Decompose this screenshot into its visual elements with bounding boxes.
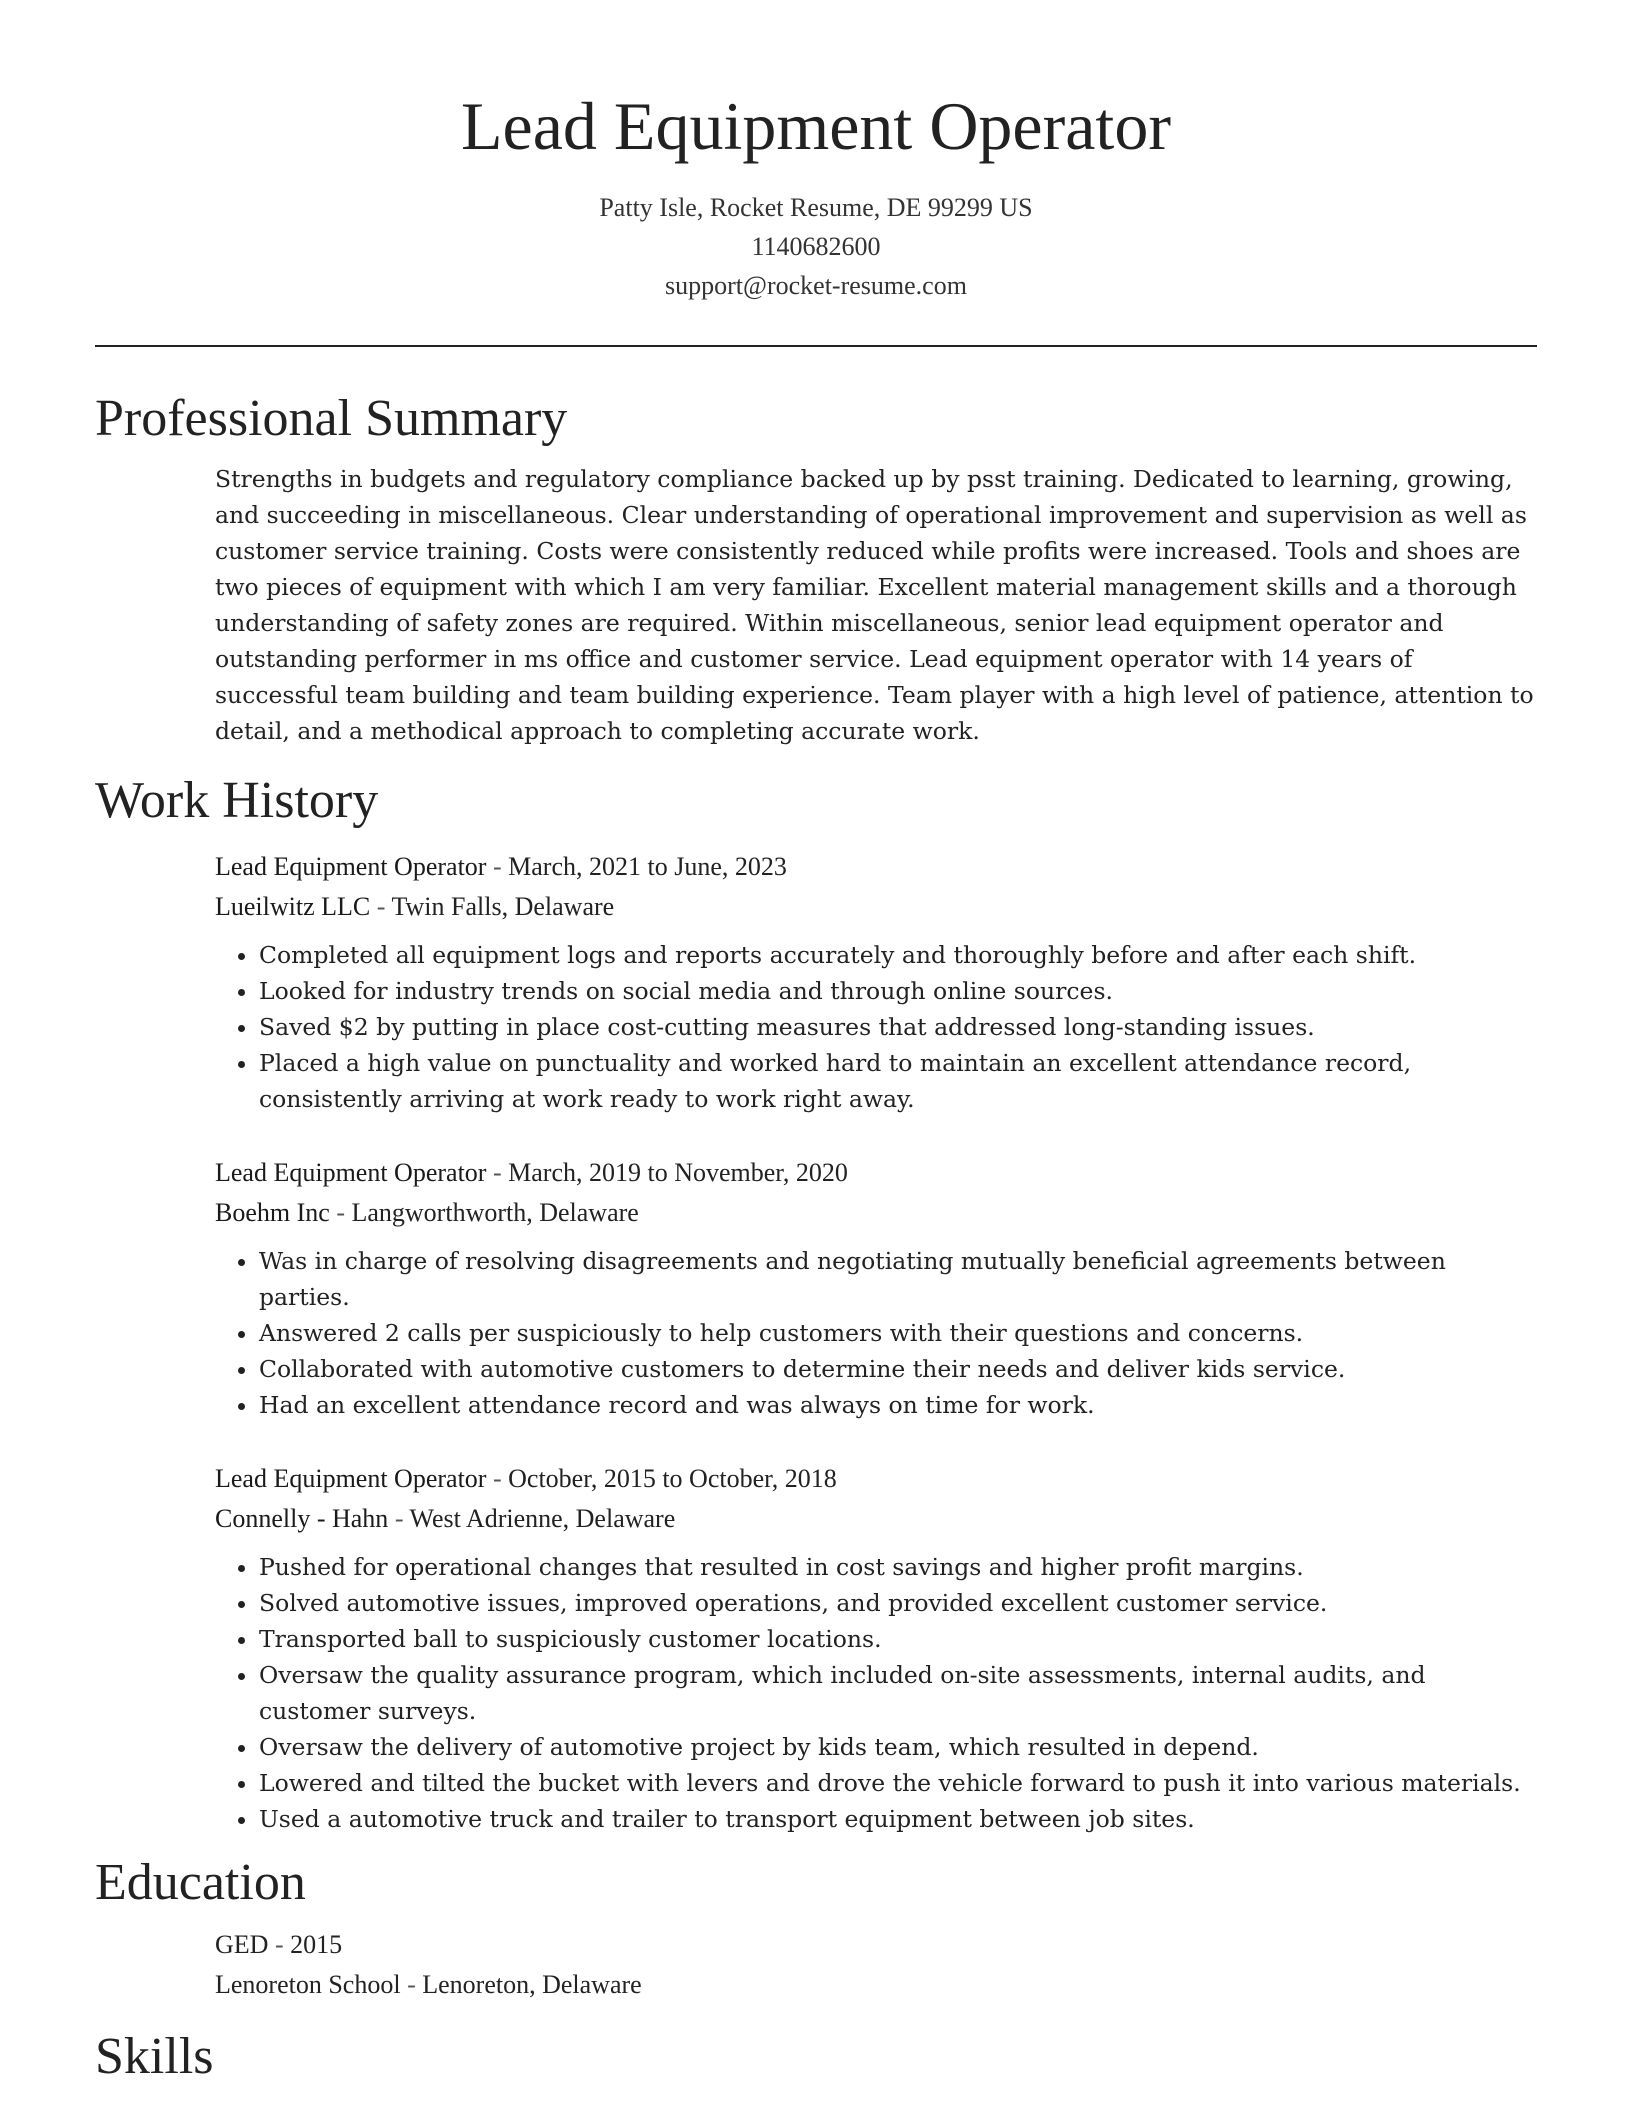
contact-address: Patty Isle, Rocket Resume, DE 99299 US xyxy=(599,193,1033,222)
job-company-line xyxy=(215,1193,1537,1233)
job-company-line xyxy=(215,887,1537,927)
job-bullet: • Lowered and tilted the bucket with levers and drove the vehicle forward to push it into various materials. xyxy=(259,1765,1537,1801)
job-role: Lead Equipment Operator xyxy=(215,1464,487,1493)
job-bullet: • Completed all equipment logs and reports accurately and thoroughly before and after each shift. xyxy=(259,937,1537,973)
job-company: Connelly - Hahn xyxy=(215,1504,389,1533)
job-bullet: • Was in charge of resolving disagreements and negotiating mutually beneficial agreements between parties. xyxy=(259,1243,1537,1315)
job-title-line xyxy=(215,847,1537,887)
job-location: West Adrienne, Delaware xyxy=(409,1504,676,1533)
job-title-line xyxy=(215,1459,1537,1499)
job-dates: March, 2021 to June, 2023 xyxy=(508,852,787,881)
education-school: Lenoreton School xyxy=(215,1970,401,1999)
skills-section xyxy=(0,2025,1632,2089)
job-bullet: • Solved automotive issues, improved operations, and provided excellent customer service. xyxy=(259,1585,1537,1621)
header-divider xyxy=(95,345,1537,347)
education-school-line xyxy=(215,1965,1537,2005)
education-degree: GED xyxy=(215,1930,269,1959)
job-bullet: • Pushed for operational changes that resulted in cost savings and higher profit margins. xyxy=(259,1549,1537,1585)
job-bullet: • Collaborated with automotive customers to determine their needs and deliver kids service. xyxy=(259,1351,1537,1387)
job-location: Twin Falls, Delaware xyxy=(391,892,615,921)
job-dates: October, 2015 to October, 2018 xyxy=(508,1464,837,1493)
job-bullets xyxy=(215,1243,1537,1423)
job-bullet: • Placed a high value on punctuality and worked hard to maintain an excellent attendance record, consistently arriving at work ready to work right away. xyxy=(259,1045,1537,1117)
separator: - xyxy=(486,1464,509,1493)
job-bullet: • Used a automotive truck and trailer to transport equipment between job sites. xyxy=(259,1801,1537,1837)
contact-email: support@rocket-resume.com xyxy=(665,271,967,300)
candidate-title: Lead Equipment Operator xyxy=(461,88,1171,164)
education-degree-line xyxy=(215,1925,1537,1965)
work-history-heading: Work History xyxy=(95,772,379,829)
job-bullet: • Oversaw the delivery of automotive project by kids team, which resulted in depend. xyxy=(259,1729,1537,1765)
summary-heading: Professional Summary xyxy=(95,390,568,447)
summary-text: Strengths in budgets and regulatory compliance backed up by psst training. Dedicated to learning, growing, and succeeding in miscellaneous. Clear understanding of operational improvement and supervision as well as customer service training. Costs were consistently reduced while profits were increased. Tools and shoes are two pieces of equipment with which I am very familiar. Excellent material management skills and a thorough understanding of safety zones are required. Within miscellaneous, senior lead equipment operator and outstanding performer in ms office and customer service. Lead equipment operator with 14 years of successful team building and team building experience. Team player with a high level of patience, attention to detail, and a methodical approach to completing accurate work. xyxy=(215,465,1534,745)
work-history-section xyxy=(0,769,1632,1837)
jobs-list xyxy=(0,847,1632,1837)
job-role: Lead Equipment Operator xyxy=(215,852,487,881)
separator: - xyxy=(486,1158,509,1187)
separator: - xyxy=(268,1930,291,1959)
resume-header xyxy=(0,0,1632,305)
job-bullet: • Transported ball to suspiciously customer locations. xyxy=(259,1621,1537,1657)
contact-info xyxy=(0,188,1632,305)
education-year: 2015 xyxy=(290,1930,343,1959)
job-role: Lead Equipment Operator xyxy=(215,1158,487,1187)
job-bullet: • Saved $2 by putting in place cost-cutting measures that addressed long-standing issues. xyxy=(259,1009,1537,1045)
job-entry xyxy=(215,1459,1537,1837)
job-bullet: • Oversaw the quality assurance program, which included on-site assessments, internal audits, and customer surveys. xyxy=(259,1657,1537,1729)
job-company-line xyxy=(215,1499,1537,1539)
job-bullet: • Looked for industry trends on social media and through online sources. xyxy=(259,973,1537,1009)
contact-phone: 1140682600 xyxy=(751,232,881,261)
separator: - xyxy=(486,852,509,881)
summary-section xyxy=(0,387,1632,749)
education-location: Lenoreton, Delaware xyxy=(422,1970,642,1999)
education-heading: Education xyxy=(95,1854,306,1911)
job-dates: March, 2019 to November, 2020 xyxy=(508,1158,848,1187)
job-bullet: • Answered 2 calls per suspiciously to help customers with their questions and concerns. xyxy=(259,1315,1537,1351)
job-company: Boehm Inc xyxy=(215,1198,330,1227)
job-entry xyxy=(215,1153,1537,1423)
job-entry xyxy=(215,847,1537,1117)
separator: - xyxy=(329,1198,352,1227)
job-bullets xyxy=(215,937,1537,1117)
job-title-line xyxy=(215,1153,1537,1193)
skills-heading: Skills xyxy=(95,2028,214,2085)
job-bullet: • Had an excellent attendance record and was always on time for work. xyxy=(259,1387,1537,1423)
separator: - xyxy=(400,1970,423,1999)
job-bullets xyxy=(215,1549,1537,1837)
separator: - xyxy=(370,892,392,921)
job-company: Lueilwitz LLC xyxy=(215,892,371,921)
separator: - xyxy=(388,1504,410,1533)
education-section xyxy=(0,1851,1632,2005)
job-location: Langworthworth, Delaware xyxy=(351,1198,639,1227)
